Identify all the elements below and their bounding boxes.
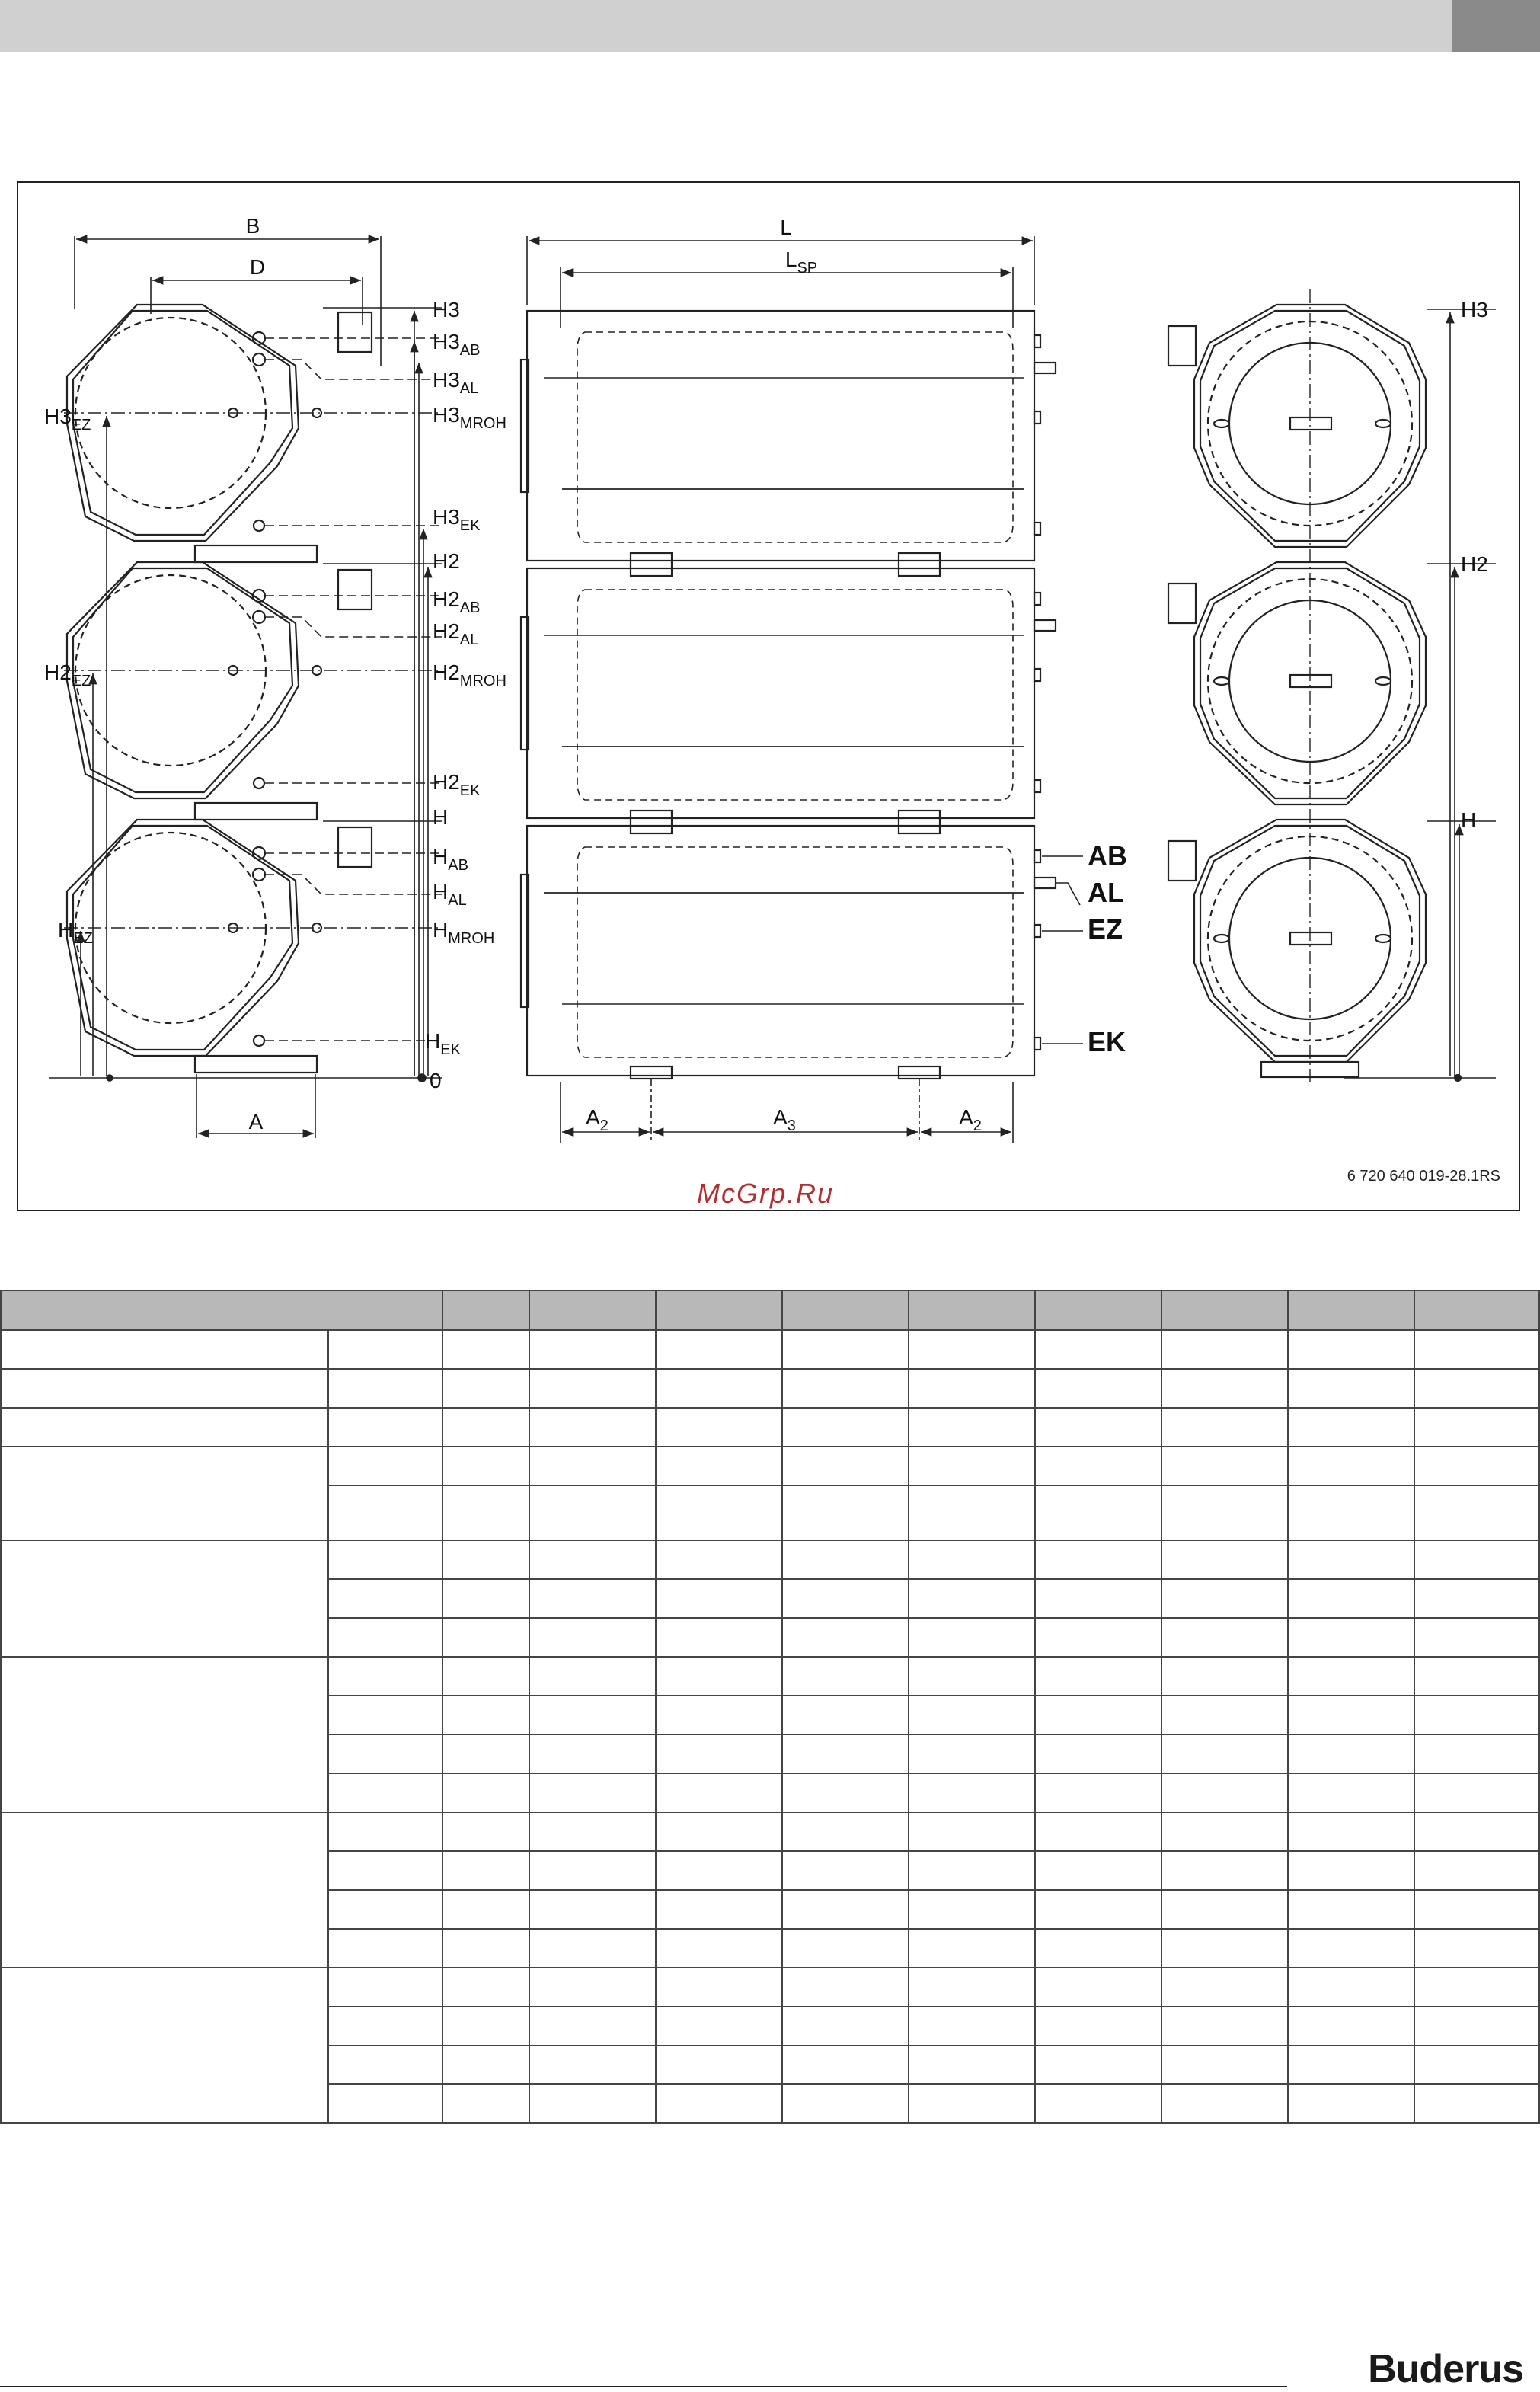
table-cell (909, 1929, 1035, 1968)
label-h3al: $H3_{AL}$ (433, 368, 479, 397)
table-cell (782, 1696, 909, 1735)
table-cell (656, 1929, 782, 1968)
table-cell (1414, 1485, 1539, 1540)
table-cell (782, 1618, 909, 1657)
table-cell (1414, 1330, 1539, 1369)
table-cell (328, 1447, 443, 1485)
label-hek: $H_{EK}$ (425, 1029, 461, 1058)
table-cell (529, 1579, 656, 1618)
table-cell (529, 2084, 656, 2123)
table-cell (656, 2045, 782, 2084)
table-cell (1414, 1408, 1539, 1447)
table-cell (443, 1929, 529, 1968)
buderus-logo: Buderus (1368, 2347, 1523, 2391)
footer-line (0, 2386, 1287, 2387)
table-cell (656, 1330, 782, 1369)
table-cell (1035, 1579, 1161, 1618)
table-cell (1288, 1929, 1414, 1968)
table-cell (1035, 1330, 1161, 1369)
table-cell (328, 1968, 443, 2007)
table-cell (909, 1369, 1035, 1408)
table-cell (782, 1890, 909, 1929)
table-cell (656, 1851, 782, 1890)
table-cell (1288, 1812, 1414, 1851)
label-h3ek: $H3_{EK}$ (433, 505, 481, 534)
table-cell (1288, 2084, 1414, 2123)
table-cell (1288, 1657, 1414, 1696)
table-cell (328, 1890, 443, 1929)
table-cell (529, 1447, 656, 1485)
table-row (1, 1369, 1539, 1408)
table-cell (328, 1696, 443, 1735)
table-cell (909, 2084, 1035, 2123)
table-cell (1035, 1369, 1161, 1408)
table-cell (1035, 1540, 1161, 1579)
table-row (1, 1540, 1539, 1579)
table-cell (782, 1657, 909, 1696)
table-cell (328, 1408, 443, 1447)
table-cell (909, 1485, 1035, 1540)
label-B: B (245, 214, 260, 238)
table-cell (328, 1929, 443, 1968)
table-cell (1414, 1696, 1539, 1735)
table-cell (909, 1696, 1035, 1735)
table-cell (656, 1618, 782, 1657)
label-EK: EK (1088, 1026, 1126, 1057)
label-hab: $H_{AB}$ (433, 845, 468, 874)
table-cell (1414, 1812, 1539, 1851)
table-cell (656, 1735, 782, 1773)
label-h3ab: $H3_{AB}$ (433, 330, 481, 359)
table-cell (443, 1579, 529, 1618)
label-h3: H3 (433, 298, 460, 321)
table-group-cell (1, 1330, 328, 1369)
table-cell (328, 1330, 443, 1369)
dimension-drawing (17, 181, 1520, 1211)
table-cell (782, 2045, 909, 2084)
table-cell (529, 1890, 656, 1929)
front-tank-middle (64, 562, 441, 798)
table-cell (328, 1618, 443, 1657)
table-cell (443, 1773, 529, 1812)
table-cell (782, 2084, 909, 2123)
label-zero: 0 (430, 1069, 442, 1092)
table-cell (1035, 1485, 1161, 1540)
table-cell (1035, 1447, 1161, 1485)
label-hez: $H_{EZ}$ (58, 918, 93, 947)
table-cell (1414, 2084, 1539, 2123)
table-cell (443, 1696, 529, 1735)
watermark: McGrp.Ru (697, 1178, 835, 1209)
label-A2-right: $A_2$ (959, 1105, 982, 1134)
table-cell (656, 1890, 782, 1929)
table-cell (1288, 2045, 1414, 2084)
table-cell (1414, 2007, 1539, 2045)
table-cell (529, 1929, 656, 1968)
table-cell (443, 1369, 529, 1408)
table-cell (656, 1447, 782, 1485)
table-cell (1414, 1369, 1539, 1408)
table-cell (1288, 1890, 1414, 1929)
label-h3ez: $H3_{EZ}$ (44, 405, 91, 433)
table-cell (782, 1485, 909, 1540)
table-cell (1161, 2045, 1288, 2084)
table-cell (443, 1447, 529, 1485)
table-cell (1414, 1618, 1539, 1657)
label-h: H (433, 805, 449, 829)
spec-table (0, 1290, 1540, 1331)
table-cell (909, 1330, 1035, 1369)
table-cell (328, 2045, 443, 2084)
table-cell (443, 1968, 529, 2007)
table-cell (529, 2007, 656, 2045)
rear-labels (1461, 298, 1488, 832)
table-cell (443, 1485, 529, 1540)
table-cell (909, 1890, 1035, 1929)
table-cell (1161, 1369, 1288, 1408)
table-cell (443, 1812, 529, 1851)
table-cell (1035, 1735, 1161, 1773)
rear-tank-bottom (1168, 820, 1426, 1077)
table-cell (1035, 1657, 1161, 1696)
table-cell (1035, 2007, 1161, 2045)
table-cell (1161, 1485, 1288, 1540)
table-cell (782, 1330, 909, 1369)
table-cell (1414, 1890, 1539, 1929)
table-cell (1414, 1968, 1539, 2007)
table-cell (1035, 2045, 1161, 2084)
table-cell (1161, 1579, 1288, 1618)
label-A3: $A_3$ (773, 1105, 796, 1134)
table-cell (1035, 1696, 1161, 1735)
drawing-svg (18, 183, 1519, 1210)
side-tank-top (521, 311, 1056, 561)
table-cell (443, 1618, 529, 1657)
label-EZ: EZ (1088, 913, 1123, 945)
table-cell (529, 2045, 656, 2084)
table-cell (656, 1657, 782, 1696)
table-cell (1414, 1657, 1539, 1696)
front-tank-bottom (64, 820, 441, 1073)
table-cell (909, 1540, 1035, 1579)
table-cell (328, 1540, 443, 1579)
table-group-cell (1, 1657, 328, 1812)
side-dimensions (527, 236, 1083, 1143)
table-cell (1035, 2084, 1161, 2123)
table-cell (782, 1735, 909, 1773)
table-cell (1288, 1579, 1414, 1618)
table-group-cell (1, 1812, 328, 1968)
table-group-cell (1, 1369, 328, 1408)
table-cell (1035, 1773, 1161, 1812)
table-cell (1035, 1929, 1161, 1968)
table-header-cell (1, 1290, 443, 1330)
table-cell (1161, 1618, 1288, 1657)
table-cell (909, 2045, 1035, 2084)
table-cell (529, 1540, 656, 1579)
table-cell (328, 1812, 443, 1851)
label-A2-left: $A_2$ (586, 1105, 609, 1134)
table-cell (1288, 2007, 1414, 2045)
label-hal: $H_{AL}$ (433, 880, 467, 909)
front-view (64, 305, 441, 1073)
label-h2mroh: $H2_{MROH}$ (433, 660, 506, 689)
table-cell (656, 1773, 782, 1812)
table-cell (328, 1773, 443, 1812)
side-tank-middle (521, 568, 1056, 818)
label-h2: H2 (433, 549, 460, 573)
table-cell (909, 1657, 1035, 1696)
table-cell (1035, 1618, 1161, 1657)
side-view (521, 311, 1056, 1079)
table-cell (529, 1618, 656, 1657)
table-cell (1161, 1968, 1288, 2007)
table-cell (1161, 2007, 1288, 2045)
rear-tank-middle (1168, 562, 1426, 804)
table-cell (1288, 1540, 1414, 1579)
table-cell (782, 1851, 909, 1890)
label-h2ez: $H2_{EZ}$ (44, 660, 91, 689)
table-cell (909, 1851, 1035, 1890)
table-cell (1161, 1735, 1288, 1773)
table-group-cell (1, 1540, 328, 1657)
table-cell (1414, 1579, 1539, 1618)
table-cell (328, 1485, 443, 1540)
table-cell (782, 1968, 909, 2007)
table-cell (443, 1851, 529, 1890)
table-cell (529, 1968, 656, 2007)
table-row (1, 1330, 1539, 1369)
table-cell (328, 1579, 443, 1618)
table-header-row (1, 1290, 1539, 1330)
table-cell (529, 1735, 656, 1773)
table-cell (656, 1968, 782, 2007)
table-cell (656, 1369, 782, 1408)
table-cell (782, 2007, 909, 2045)
table-cell (328, 2084, 443, 2123)
table-cell (909, 1812, 1035, 1851)
front-dimension-lines (76, 239, 428, 1134)
table-cell (1161, 1890, 1288, 1929)
table-cell (328, 1735, 443, 1773)
table-cell (529, 1696, 656, 1735)
table-cell (1161, 1696, 1288, 1735)
table-cell (909, 1408, 1035, 1447)
table-cell (1161, 1812, 1288, 1851)
side-tank-bottom (521, 826, 1056, 1076)
label-AL: AL (1088, 877, 1124, 908)
table-cell (1414, 1851, 1539, 1890)
table-cell (1161, 1657, 1288, 1696)
table-cell (909, 1579, 1035, 1618)
table-cell (1161, 1773, 1288, 1812)
label-rear-h2: H2 (1461, 552, 1488, 576)
header-bar (0, 0, 1452, 52)
table-cell (909, 2007, 1035, 2045)
table-cell (1035, 1851, 1161, 1890)
table-cell (1161, 1851, 1288, 1890)
table-cell (1161, 2084, 1288, 2123)
table-cell (443, 1330, 529, 1369)
table-cell (782, 1579, 909, 1618)
table-row (1, 1408, 1539, 1447)
table-row (1, 1447, 1539, 1485)
table-cell (529, 1851, 656, 1890)
table-cell (443, 1657, 529, 1696)
table-cell (656, 2007, 782, 2045)
table-cell (1035, 1890, 1161, 1929)
table-cell (529, 1485, 656, 1540)
table-cell (529, 1369, 656, 1408)
table-cell (529, 1330, 656, 1369)
table-cell (1035, 1408, 1161, 1447)
table-row (1, 1968, 1539, 2007)
table-cell (1288, 1447, 1414, 1485)
table-cell (1161, 1330, 1288, 1369)
table-cell (782, 1773, 909, 1812)
table-cell (782, 1540, 909, 1579)
label-A: A (248, 1110, 264, 1134)
figure-reference: 6 720 640 019-28.1RS (1347, 1168, 1500, 1185)
table-cell (443, 2045, 529, 2084)
table-cell (909, 1447, 1035, 1485)
label-hmroh: $H_{MROH}$ (433, 918, 495, 947)
label-rear-h3: H3 (1461, 298, 1488, 321)
table-cell (1288, 1369, 1414, 1408)
table-cell (782, 1447, 909, 1485)
page-tab (1452, 0, 1540, 52)
label-rear-h: H (1461, 808, 1477, 832)
table-cell (782, 1812, 909, 1851)
label-D: D (249, 255, 266, 279)
table-group-cell (1, 1447, 328, 1540)
table-cell (1035, 1968, 1161, 2007)
table-cell (443, 2084, 529, 2123)
table-cell (656, 1696, 782, 1735)
table-cell (1414, 1929, 1539, 1968)
table-cell (909, 1618, 1035, 1657)
table-cell (1288, 1735, 1414, 1773)
table-cell (909, 1735, 1035, 1773)
label-h3mroh: $H3_{MROH}$ (433, 403, 506, 432)
table-cell (443, 2007, 529, 2045)
table-cell (1288, 1773, 1414, 1812)
table-cell (529, 1773, 656, 1812)
label-AB: AB (1088, 840, 1127, 871)
table-cell (656, 1540, 782, 1579)
table-cell (1414, 1735, 1539, 1773)
table-cell (1161, 1929, 1288, 1968)
table-cell (1288, 1851, 1414, 1890)
label-LSP: $L_{SP}$ (784, 248, 818, 277)
table-cell (1161, 1447, 1288, 1485)
table-cell (782, 1369, 909, 1408)
table-cell (443, 1890, 529, 1929)
table-cell (656, 1579, 782, 1618)
table-cell (443, 1408, 529, 1447)
table-cell (1288, 1968, 1414, 2007)
table-cell (529, 1657, 656, 1696)
table-cell (909, 1773, 1035, 1812)
table-cell (443, 1540, 529, 1579)
table-cell (1414, 1773, 1539, 1812)
table-cell (782, 1408, 909, 1447)
table-cell (328, 1657, 443, 1696)
table-row (1, 1657, 1539, 1696)
table-cell (328, 1851, 443, 1890)
table-cell (1288, 1696, 1414, 1735)
side-labels (586, 216, 1127, 1134)
table-cell (656, 1408, 782, 1447)
table-cell (1288, 1618, 1414, 1657)
table-cell (782, 1929, 909, 1968)
label-L: L (780, 216, 792, 239)
table-cell (328, 1369, 443, 1408)
table-cell (529, 1812, 656, 1851)
table-cell (1161, 1408, 1288, 1447)
front-leaders (49, 236, 442, 1138)
table-cell (443, 1735, 529, 1773)
table-cell (656, 1485, 782, 1540)
table-row (1, 1812, 1539, 1851)
table-cell (1161, 1540, 1288, 1579)
spec-table-body (0, 1329, 1540, 2124)
table-group-cell (1, 1408, 328, 1447)
table-cell (1288, 1330, 1414, 1369)
table-cell (328, 2007, 443, 2045)
table-group-cell (1, 1968, 328, 2123)
rear-view (1168, 289, 1496, 1082)
table-cell (1288, 1408, 1414, 1447)
table-cell (1414, 2045, 1539, 2084)
front-tank-top (64, 305, 441, 541)
table-cell (1414, 1540, 1539, 1579)
table-cell (1288, 1485, 1414, 1540)
rear-tank-top (1168, 305, 1426, 547)
table-cell (909, 1968, 1035, 2007)
table-cell (1035, 1812, 1161, 1851)
table-cell (656, 2084, 782, 2123)
table-cell (656, 1812, 782, 1851)
label-h2ek: $H2_{EK}$ (433, 770, 481, 799)
table-cell (1414, 1447, 1539, 1485)
label-h2ab: $H2_{AB}$ (433, 587, 481, 616)
label-h2al: $H2_{AL}$ (433, 619, 479, 648)
table-cell (529, 1408, 656, 1447)
